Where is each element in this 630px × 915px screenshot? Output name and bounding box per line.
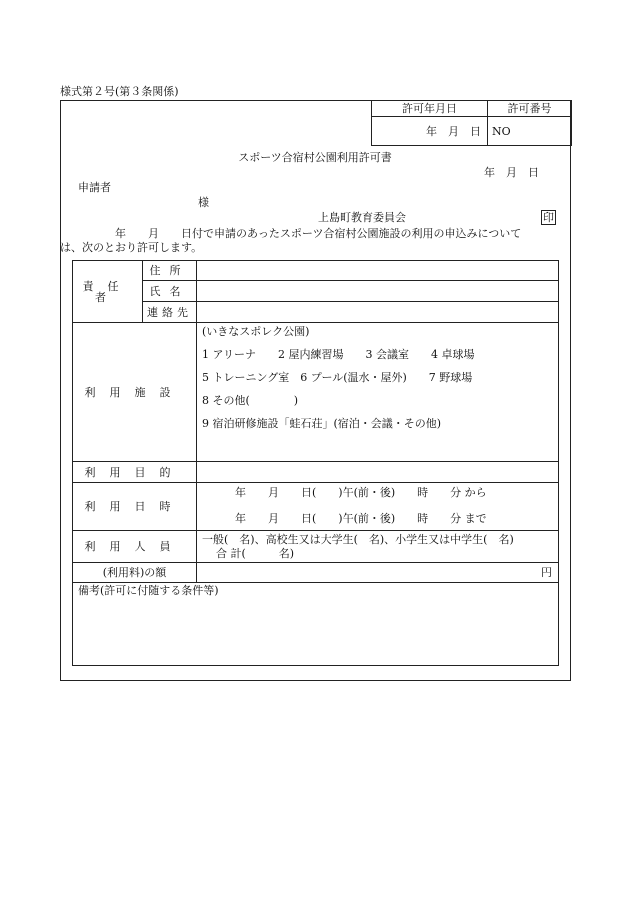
- issue-date: 年 月 日: [484, 166, 539, 179]
- fee-unit: 円: [197, 563, 559, 583]
- applicant-label: 申請者: [78, 181, 111, 194]
- contact-label: 連絡先: [143, 302, 197, 323]
- body-text-line2: は、次のとおり許可します。: [60, 241, 203, 254]
- permit-detail-table: [72, 260, 559, 666]
- document-title: スポーツ合宿村公園利用許可書: [238, 151, 392, 164]
- table-row: [73, 323, 559, 462]
- permit-number-value: NO: [488, 117, 572, 146]
- address-field[interactable]: [197, 261, 559, 281]
- seal-mark: 印: [543, 211, 554, 224]
- table-row: [73, 531, 559, 563]
- facility-label: 利用施設: [73, 323, 197, 462]
- facility-line: 8 その他( ): [202, 394, 299, 407]
- table-row: [73, 462, 559, 483]
- body-text-line1: 年 月 日付で申請のあったスポーツ合宿村公園施設の利用の申込みについて: [115, 227, 522, 240]
- facility-line: (いきなスポレク公園): [202, 325, 310, 338]
- table-row: [73, 583, 559, 666]
- table-row: [73, 261, 559, 281]
- table-row: [73, 563, 559, 583]
- name-field[interactable]: [197, 281, 559, 302]
- responsible-label: 責任者: [73, 261, 143, 323]
- datetime-from: 年 月 日( )午(前・後) 時 分 から: [235, 485, 487, 499]
- permit-header-box: [371, 100, 572, 146]
- datetime-label: 利用日時: [73, 483, 197, 531]
- datetime-field: [197, 483, 559, 531]
- datetime-to: 年 月 日( )午(前・後) 時 分 まで: [235, 511, 487, 525]
- people-field: [197, 531, 559, 563]
- purpose-field[interactable]: [197, 462, 559, 483]
- people-line1: 一般( 名)、高校生又は大学生( 名)、小学生又は中学生( 名): [202, 532, 514, 546]
- name-label: 氏名: [143, 281, 197, 302]
- facility-line: 9 宿泊研修施設「蛙石荘」(宿泊・会議・その他): [202, 417, 442, 430]
- address-label: 住所: [143, 261, 197, 281]
- applicant-sama: 様: [198, 196, 209, 209]
- fee-label: (利用料)の額: [73, 563, 197, 583]
- facility-line: 1 アリーナ 2 屋内練習場 3 会議室 4 卓球場: [202, 348, 475, 361]
- table-row: [73, 483, 559, 531]
- contact-field[interactable]: [197, 302, 559, 323]
- permit-date-label: 許可年月日: [372, 101, 488, 117]
- seal-box: [541, 210, 556, 225]
- remarks-label: 備考(許可に付随する条件等): [73, 583, 559, 666]
- permit-number-label: 許可番号: [488, 101, 572, 117]
- table-row: [73, 302, 559, 323]
- form-number: 様式第２号(第３条関係): [60, 85, 179, 98]
- table-row: [73, 281, 559, 302]
- issuer-name: 上島町教育委員会: [318, 211, 406, 224]
- facility-options: [197, 323, 559, 462]
- people-line2: 合 計( 名): [216, 546, 295, 560]
- purpose-label: 利用目的: [73, 462, 197, 483]
- permit-date-value: 年 月 日: [372, 117, 488, 146]
- people-label: 利用人員: [73, 531, 197, 563]
- facility-line: 5 トレーニング室 6 プール(温水・屋外) 7 野球場: [202, 371, 473, 384]
